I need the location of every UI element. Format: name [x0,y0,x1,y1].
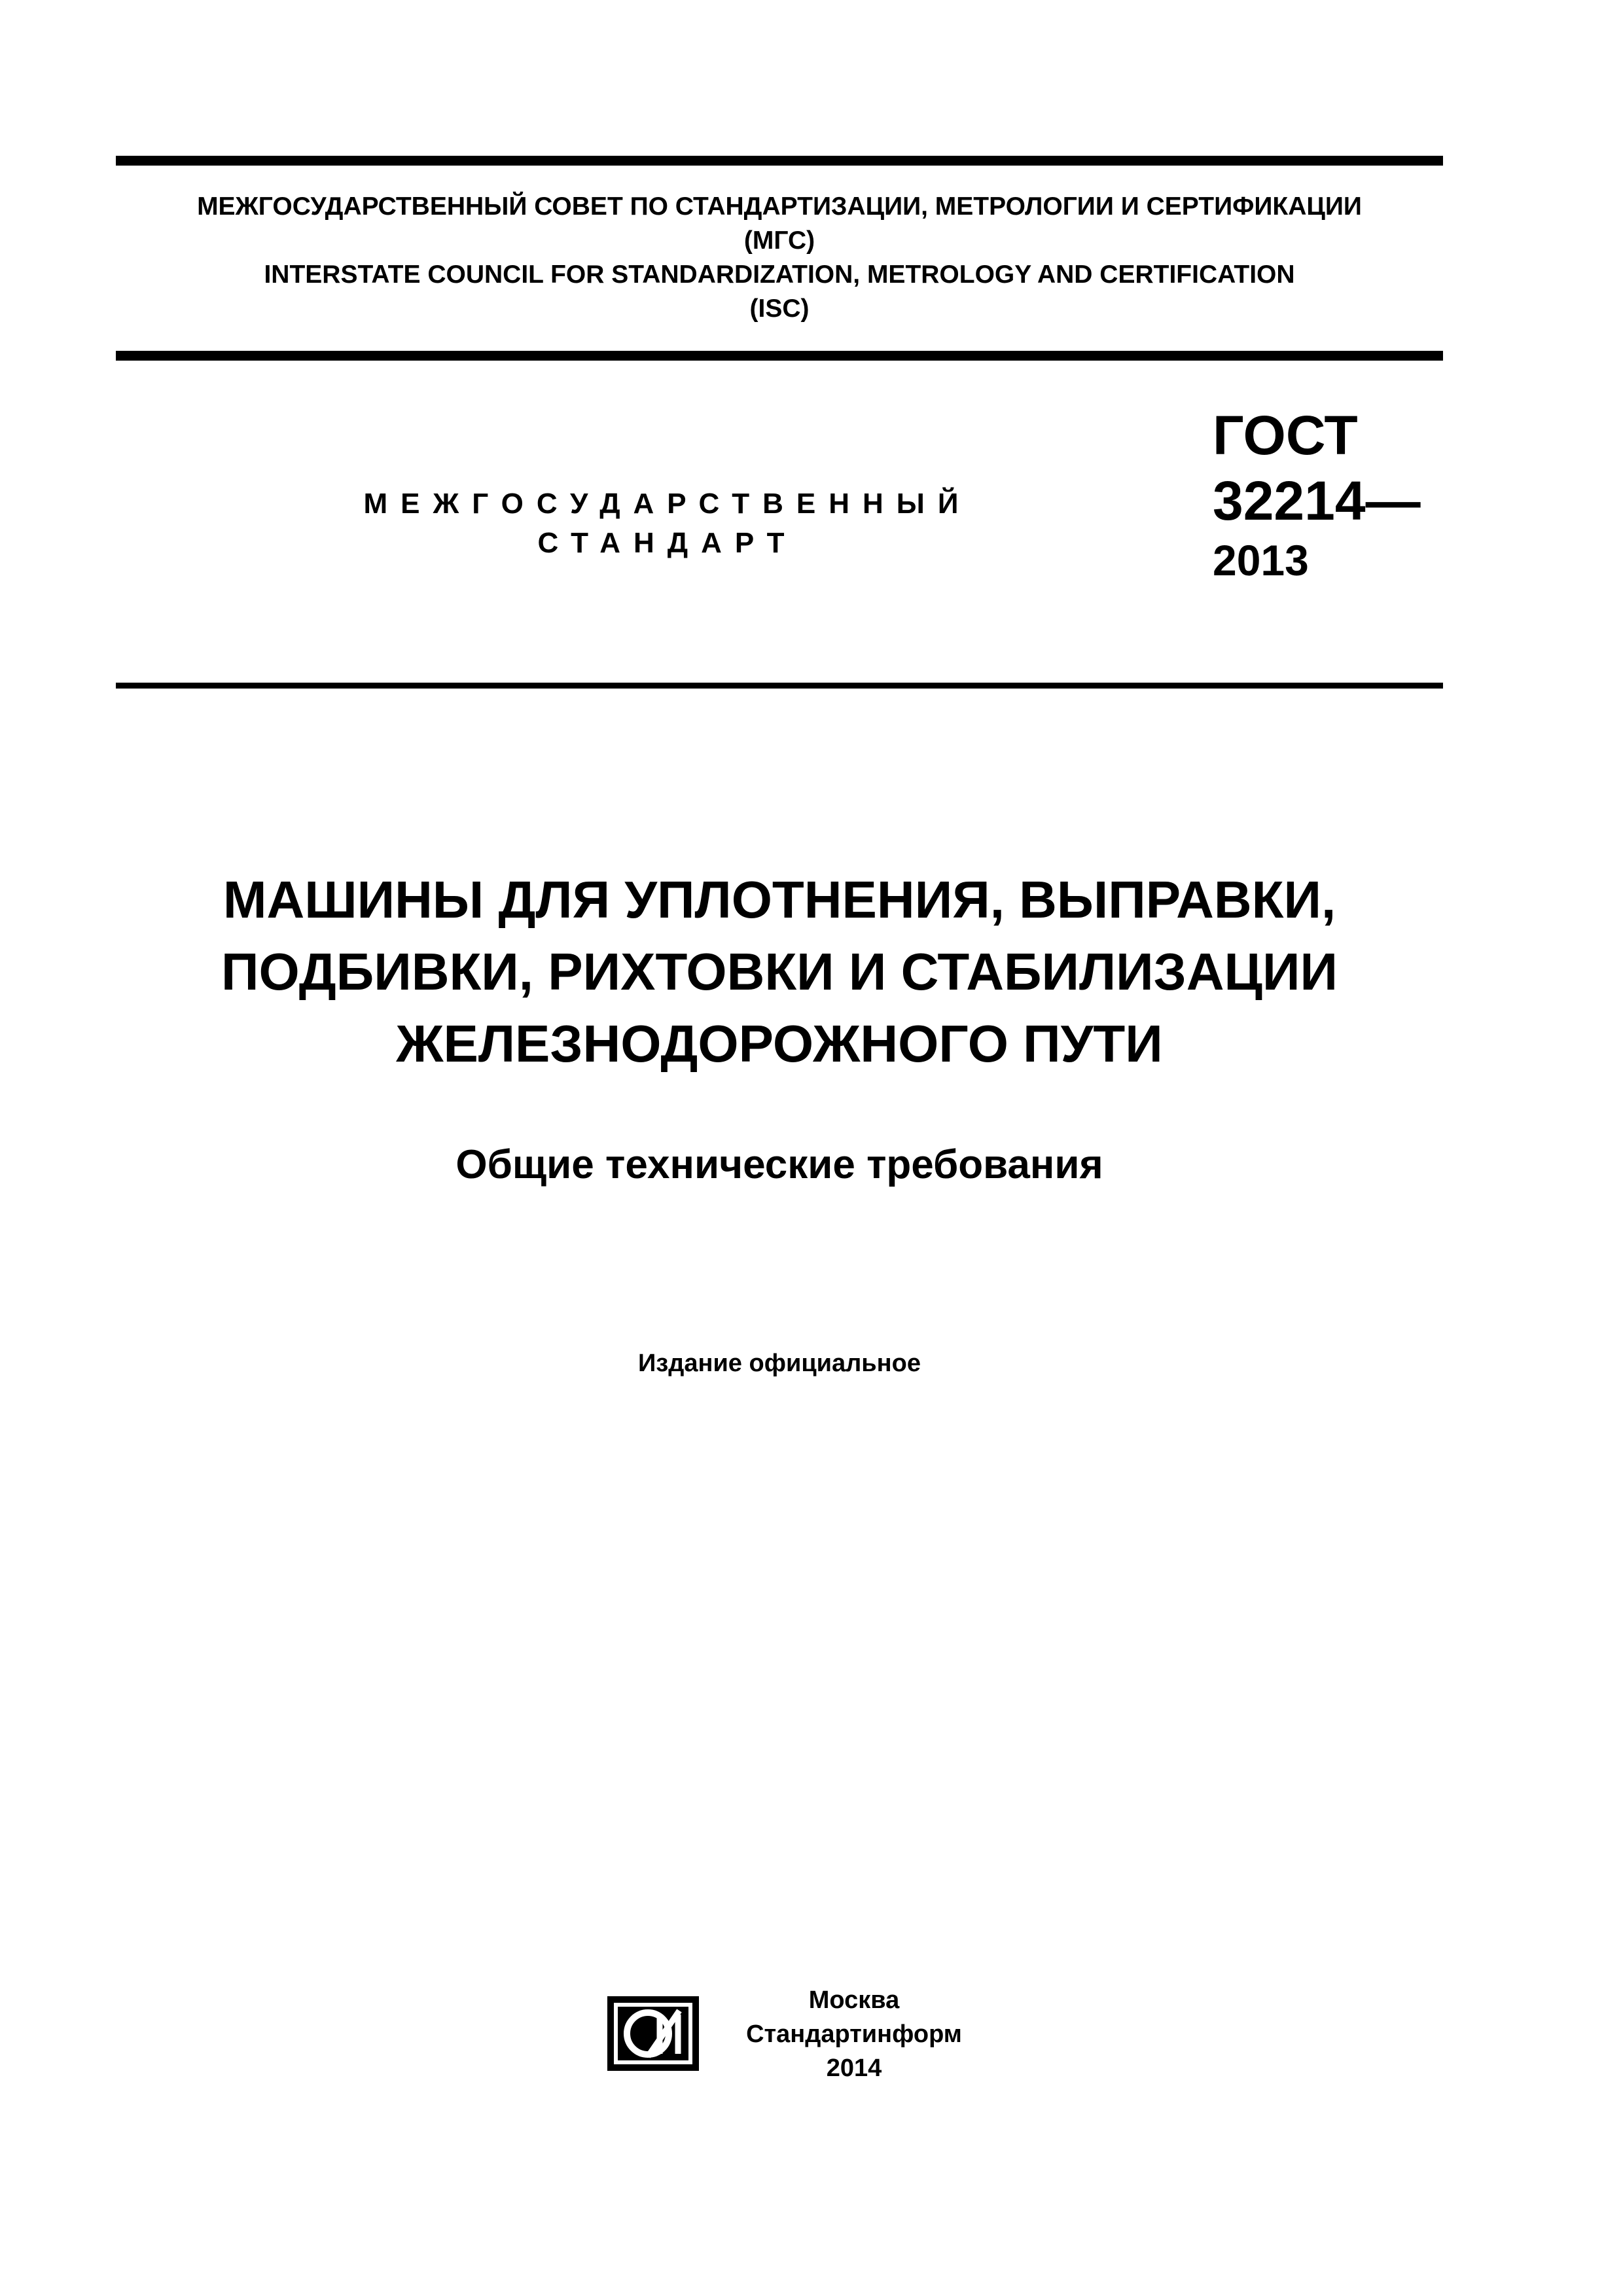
council-abbr-en: (ISC) [749,295,810,323]
council-header [116,190,1443,326]
publication-year: 2014 [826,2054,882,2082]
council-name-en: INTERSTATE COUNCIL FOR STANDARDIZATION, METROLOGY AND CERTIFICATION [264,260,1295,289]
gost-year: 2013 [1213,536,1309,584]
header-divider [116,351,1443,361]
edition-label: Издание официальное [638,1350,921,1377]
gost-prefix: ГОСТ [1213,404,1358,466]
title-line-1: МАШИНЫ ДЛЯ УПЛОТНЕНИЯ, ВЫПРАВКИ, [223,870,1336,929]
publisher-name: Стандартинформ [746,2020,962,2048]
gost-number: 32214— [1213,470,1421,531]
title-line-2: ПОДБИВКИ, РИХТОВКИ И СТАБИЛИЗАЦИИ [221,942,1338,1001]
standartinform-logo-icon [607,1996,699,2071]
gost-designation [1213,404,1421,591]
standard-type-line2: СТАНДАРТ [537,527,798,559]
top-divider [116,156,1443,166]
designation-divider [116,683,1443,689]
publisher-info [707,1983,1001,2085]
council-name-ru: МЕЖГОСУДАРСТВЕННЫЙ СОВЕТ ПО СТАНДАРТИЗАЦИИ, МЕТРОЛОГИИ И СЕРТИФИКАЦИИ [197,192,1362,221]
document-subtitle: Общие технические требования [455,1142,1103,1187]
standard-type-line1: МЕЖГОСУДАРСТВЕННЫЙ [363,488,972,520]
publisher-city: Москва [808,1986,900,2014]
standard-type-label [275,484,1060,563]
council-abbr-ru: (МГС) [743,226,815,255]
document-title [116,864,1443,1080]
title-line-3: ЖЕЛЕЗНОДОРОЖНОГО ПУТИ [396,1014,1163,1073]
